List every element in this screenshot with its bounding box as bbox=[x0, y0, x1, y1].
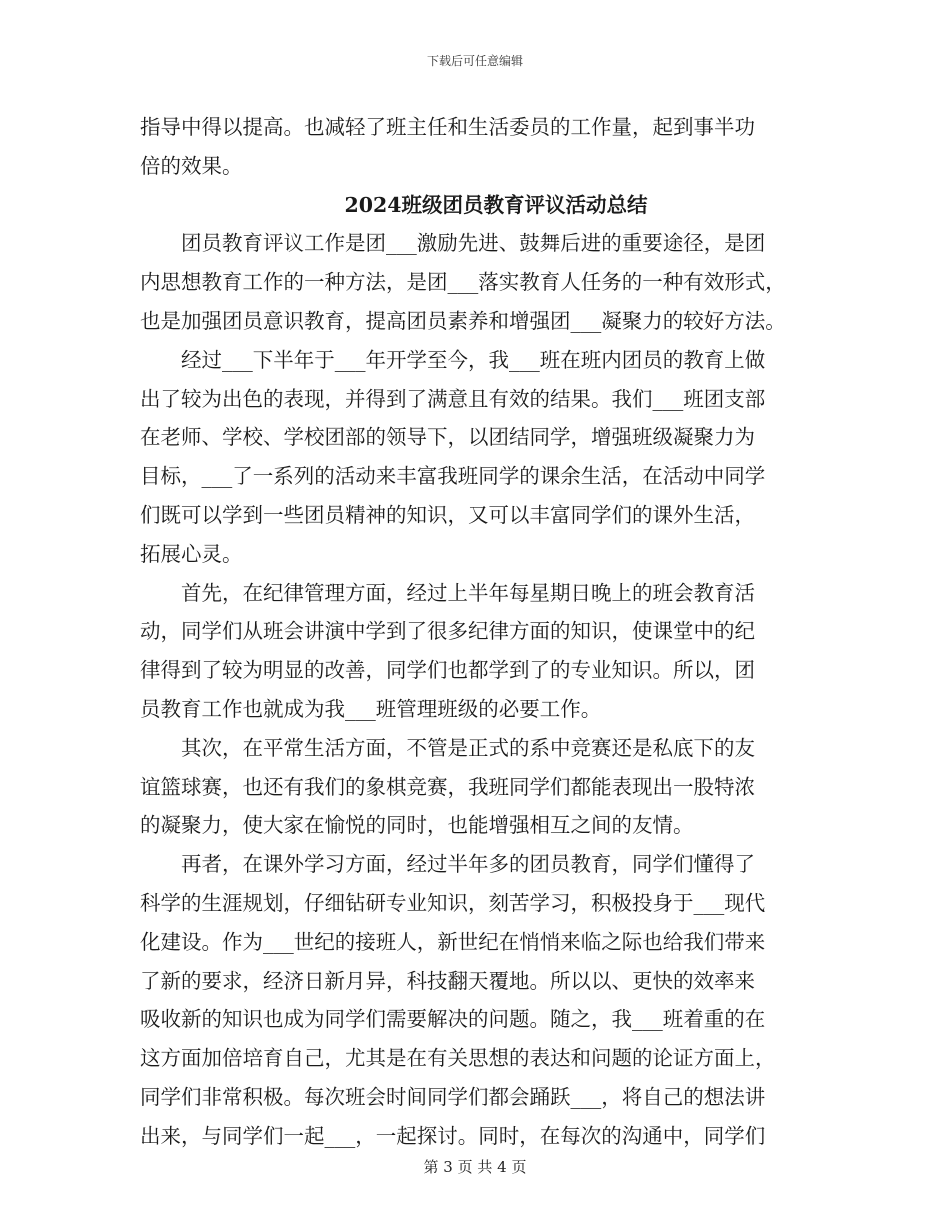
paragraph-line: 化建设。作为___世纪的接班人，新世纪在悄悄来临之际也给我们带来 bbox=[140, 929, 766, 954]
page-number: 第 3 页 共 4 页 bbox=[423, 1158, 527, 1176]
paragraph-line: 指导中得以提高。也减轻了班主任和生活委员的工作量，起到事半功 bbox=[140, 115, 755, 139]
paragraph-line: 谊篮球赛，也还有我们的象棋竞赛，我班同学们都能表现出一股特浓 bbox=[140, 774, 755, 799]
paragraph-line: 团员教育评议工作是团___激励先进、鼓舞后进的重要途径，是团 bbox=[181, 231, 766, 256]
paragraph-line: 拓展心灵。 bbox=[140, 541, 243, 566]
paragraph-line: 动，同学们从班会讲演中学到了很多纪律方面的知识，使课堂中的纪 bbox=[140, 619, 755, 644]
paragraph-line: 在老师、学校、学校团部的领导下，以团结同学，增强班级凝聚力为 bbox=[140, 425, 755, 450]
paragraph-line: 员教育工作也就成为我___班管理班级的必要工作。 bbox=[140, 696, 602, 721]
paragraph-line: 其次，在平常生活方面，不管是正式的系中竞赛还是私底下的友 bbox=[181, 735, 755, 760]
header-note: 下载后可任意编辑 bbox=[426, 54, 523, 68]
paragraph-line: 经过___下半年于___年开学至今，我___班在班内团员的教育上做 bbox=[181, 347, 766, 372]
paragraph-line: 了新的要求，经济日新月异，科技翻天覆地。所以以、更快的效率来 bbox=[140, 968, 755, 993]
paragraph-line: 出了较为出色的表现，并得到了满意且有效的结果。我们___班团支部 bbox=[140, 386, 766, 411]
paragraph-line: 倍的效果。 bbox=[140, 153, 243, 178]
document-body bbox=[140, 108, 828, 1156]
paragraph-line: 也是加强团员意识教育，提高团员素养和增强团___凝聚力的较好方法。 bbox=[140, 308, 786, 333]
paragraph-line: 律得到了较为明显的改善，同学们也都学到了的专业知识。所以，团 bbox=[140, 658, 755, 683]
paragraph-line: 们既可以学到一些团员精神的知识，又可以丰富同学们的课外生活， bbox=[140, 502, 755, 527]
paragraph-line: 目标，___了一系列的活动来丰富我班同学的课余生活，在活动中同学 bbox=[140, 464, 766, 489]
paragraph-line: 同学们非常积极。每次班会时间同学们都会踊跃___，将自己的想法讲 bbox=[140, 1084, 766, 1109]
paragraph-line: 出来，与同学们一起___，一起探讨。同时，在每次的沟通中，同学们 bbox=[140, 1123, 766, 1148]
paragraph-line: 再者，在课外学习方面，经过半年多的团员教育，同学们懂得了 bbox=[181, 852, 755, 877]
section-title: 2024班级团员教育评议活动总结 bbox=[344, 192, 648, 217]
paragraph-line: 的凝聚力，使大家在愉悦的同时，也能增强相互之间的友情。 bbox=[140, 813, 694, 838]
paragraph-line: 吸收新的知识也成为同学们需要解决的问题。随之，我___班着重的在 bbox=[140, 1007, 766, 1032]
paragraph-line: 内思想教育工作的一种方法，是团___落实教育人任务的一种有效形式， bbox=[140, 270, 786, 295]
paragraph-line: 科学的生涯规划，仔细钻研专业知识，刻苦学习，积极投身于___现代 bbox=[140, 890, 766, 915]
paragraph-line: 这方面加倍培育自己，尤其是在有关思想的表达和问题的论证方面上， bbox=[140, 1046, 776, 1071]
paragraph-line: 首先，在纪律管理方面，经过上半年每星期日晚上的班会教育活 bbox=[181, 580, 755, 605]
